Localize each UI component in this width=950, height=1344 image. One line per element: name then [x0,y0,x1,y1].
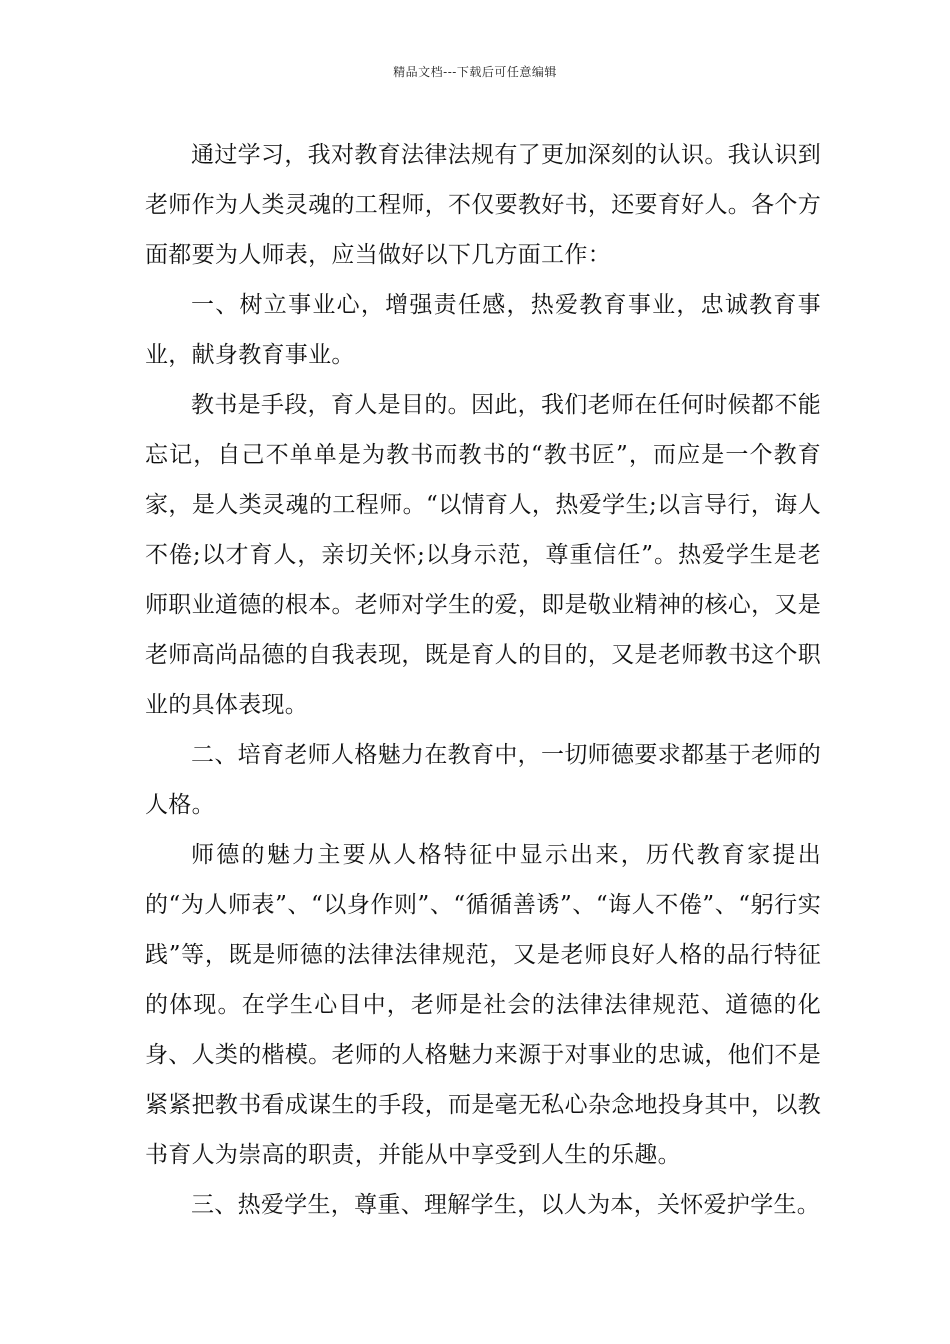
paragraph-heading-2: 二、培育老师人格魅力在教育中，一切师德要求都基于老师的人格。 [145,742,821,818]
paragraph-charm: 师德的魅力主要从人格特征中显示出来，历代教育家提出的“为人师表”、“以身作则”、“循循善诱”、“诲人不倦”、“躬行实践”等，既是师德的法律法律规范，又是老师良好人格的品行特征的体现。在学生心目中，老师是社会的法律法律规范、道德的化身、人类的楷模。老师的人格魅力来源于对事业的忠诚，他们不是紧紧把教书看成谋生的手段，而是毫无私心杂念地投身其中，以教书育人为崇高的职责，并能从中享受到人生的乐趣。 [145,842,821,1168]
page-header: 精品文档---下载后可任意编辑 [393,65,557,79]
paragraph-intro: 通过学习，我对教育法律法规有了更加深刻的认识。我认识到老师作为人类灵魂的工程师，不仅要教好书，还要育好人。各个方面都要为人师表，应当做好以下几方面工作： [145,142,821,268]
paragraph-teaching: 教书是手段，育人是目的。因此，我们老师在任何时候都不能忘记，自己不单单是为教书而教书的“教书匠”，而应是一个教育家，是人类灵魂的工程师。“以情育人，热爱学生;以言导行，诲人不倦;以才育人，亲切关怀;以身示范，尊重信任”。热爱学生是老师职业道德的根本。老师对学生的爱，即是敬业精神的核心，又是老师高尚品德的自我表现，既是育人的目的，又是老师教书这个职业的具体表现。 [145,392,821,718]
paragraph-heading-1: 一、树立事业心，增强责任感，热爱教育事业，忠诚教育事业，献身教育事业。 [145,292,821,368]
paragraph-heading-3: 三、热爱学生，尊重、理解学生，以人为本，关怀爱护学生。 [191,1192,821,1218]
document-body [145,130,821,1230]
